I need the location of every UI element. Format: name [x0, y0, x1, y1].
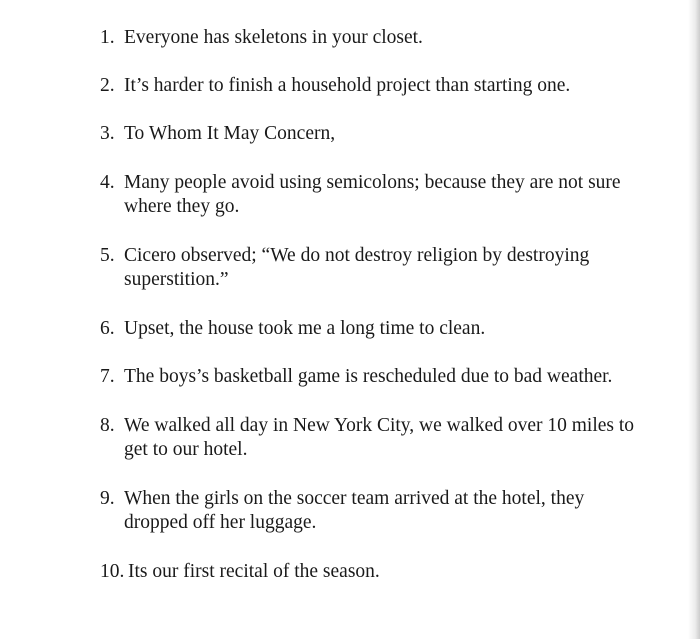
- list-item: [100, 122, 640, 146]
- list-item: [100, 365, 640, 389]
- item-number: 8.: [100, 415, 115, 436]
- item-text: Upset, the house took me a long time to clean.: [124, 318, 486, 339]
- item-number: 5.: [100, 245, 115, 266]
- item-number: 2.: [100, 75, 115, 96]
- item-text: Many people avoid using semicolons; because they are not sure where they go.: [124, 172, 621, 217]
- item-number: 1.: [100, 27, 115, 48]
- list-item: [100, 560, 640, 584]
- item-number: 9.: [100, 488, 115, 509]
- item-number: 6.: [100, 318, 115, 339]
- list-item: [100, 26, 640, 50]
- list-item: [100, 487, 640, 535]
- item-text: Its our first recital of the season.: [128, 561, 380, 582]
- item-number: 4.: [100, 172, 115, 193]
- sentence-list: [100, 26, 640, 584]
- list-item: [100, 244, 640, 292]
- item-number: 7.: [100, 366, 115, 387]
- item-text: The boys’s basketball game is rescheduled due to bad weather.: [124, 366, 613, 387]
- list-item: [100, 414, 640, 462]
- page-edge-shadow: [688, 0, 700, 639]
- item-number: 10.: [100, 561, 125, 582]
- item-text: Everyone has skeletons in your closet.: [124, 27, 423, 48]
- item-text: When the girls on the soccer team arrived at the hotel, they dropped off her luggage.: [124, 488, 585, 533]
- list-item: [100, 74, 640, 98]
- item-number: 3.: [100, 123, 115, 144]
- item-text: We walked all day in New York City, we walked over 10 miles to get to our hotel.: [124, 415, 635, 460]
- list-item: [100, 317, 640, 341]
- item-text: It’s harder to finish a household project than starting one.: [124, 75, 571, 96]
- item-text: Cicero observed; “We do not destroy religion by destroying superstition.”: [124, 245, 590, 290]
- list-item: [100, 171, 640, 219]
- item-text: To Whom It May Concern,: [124, 123, 336, 144]
